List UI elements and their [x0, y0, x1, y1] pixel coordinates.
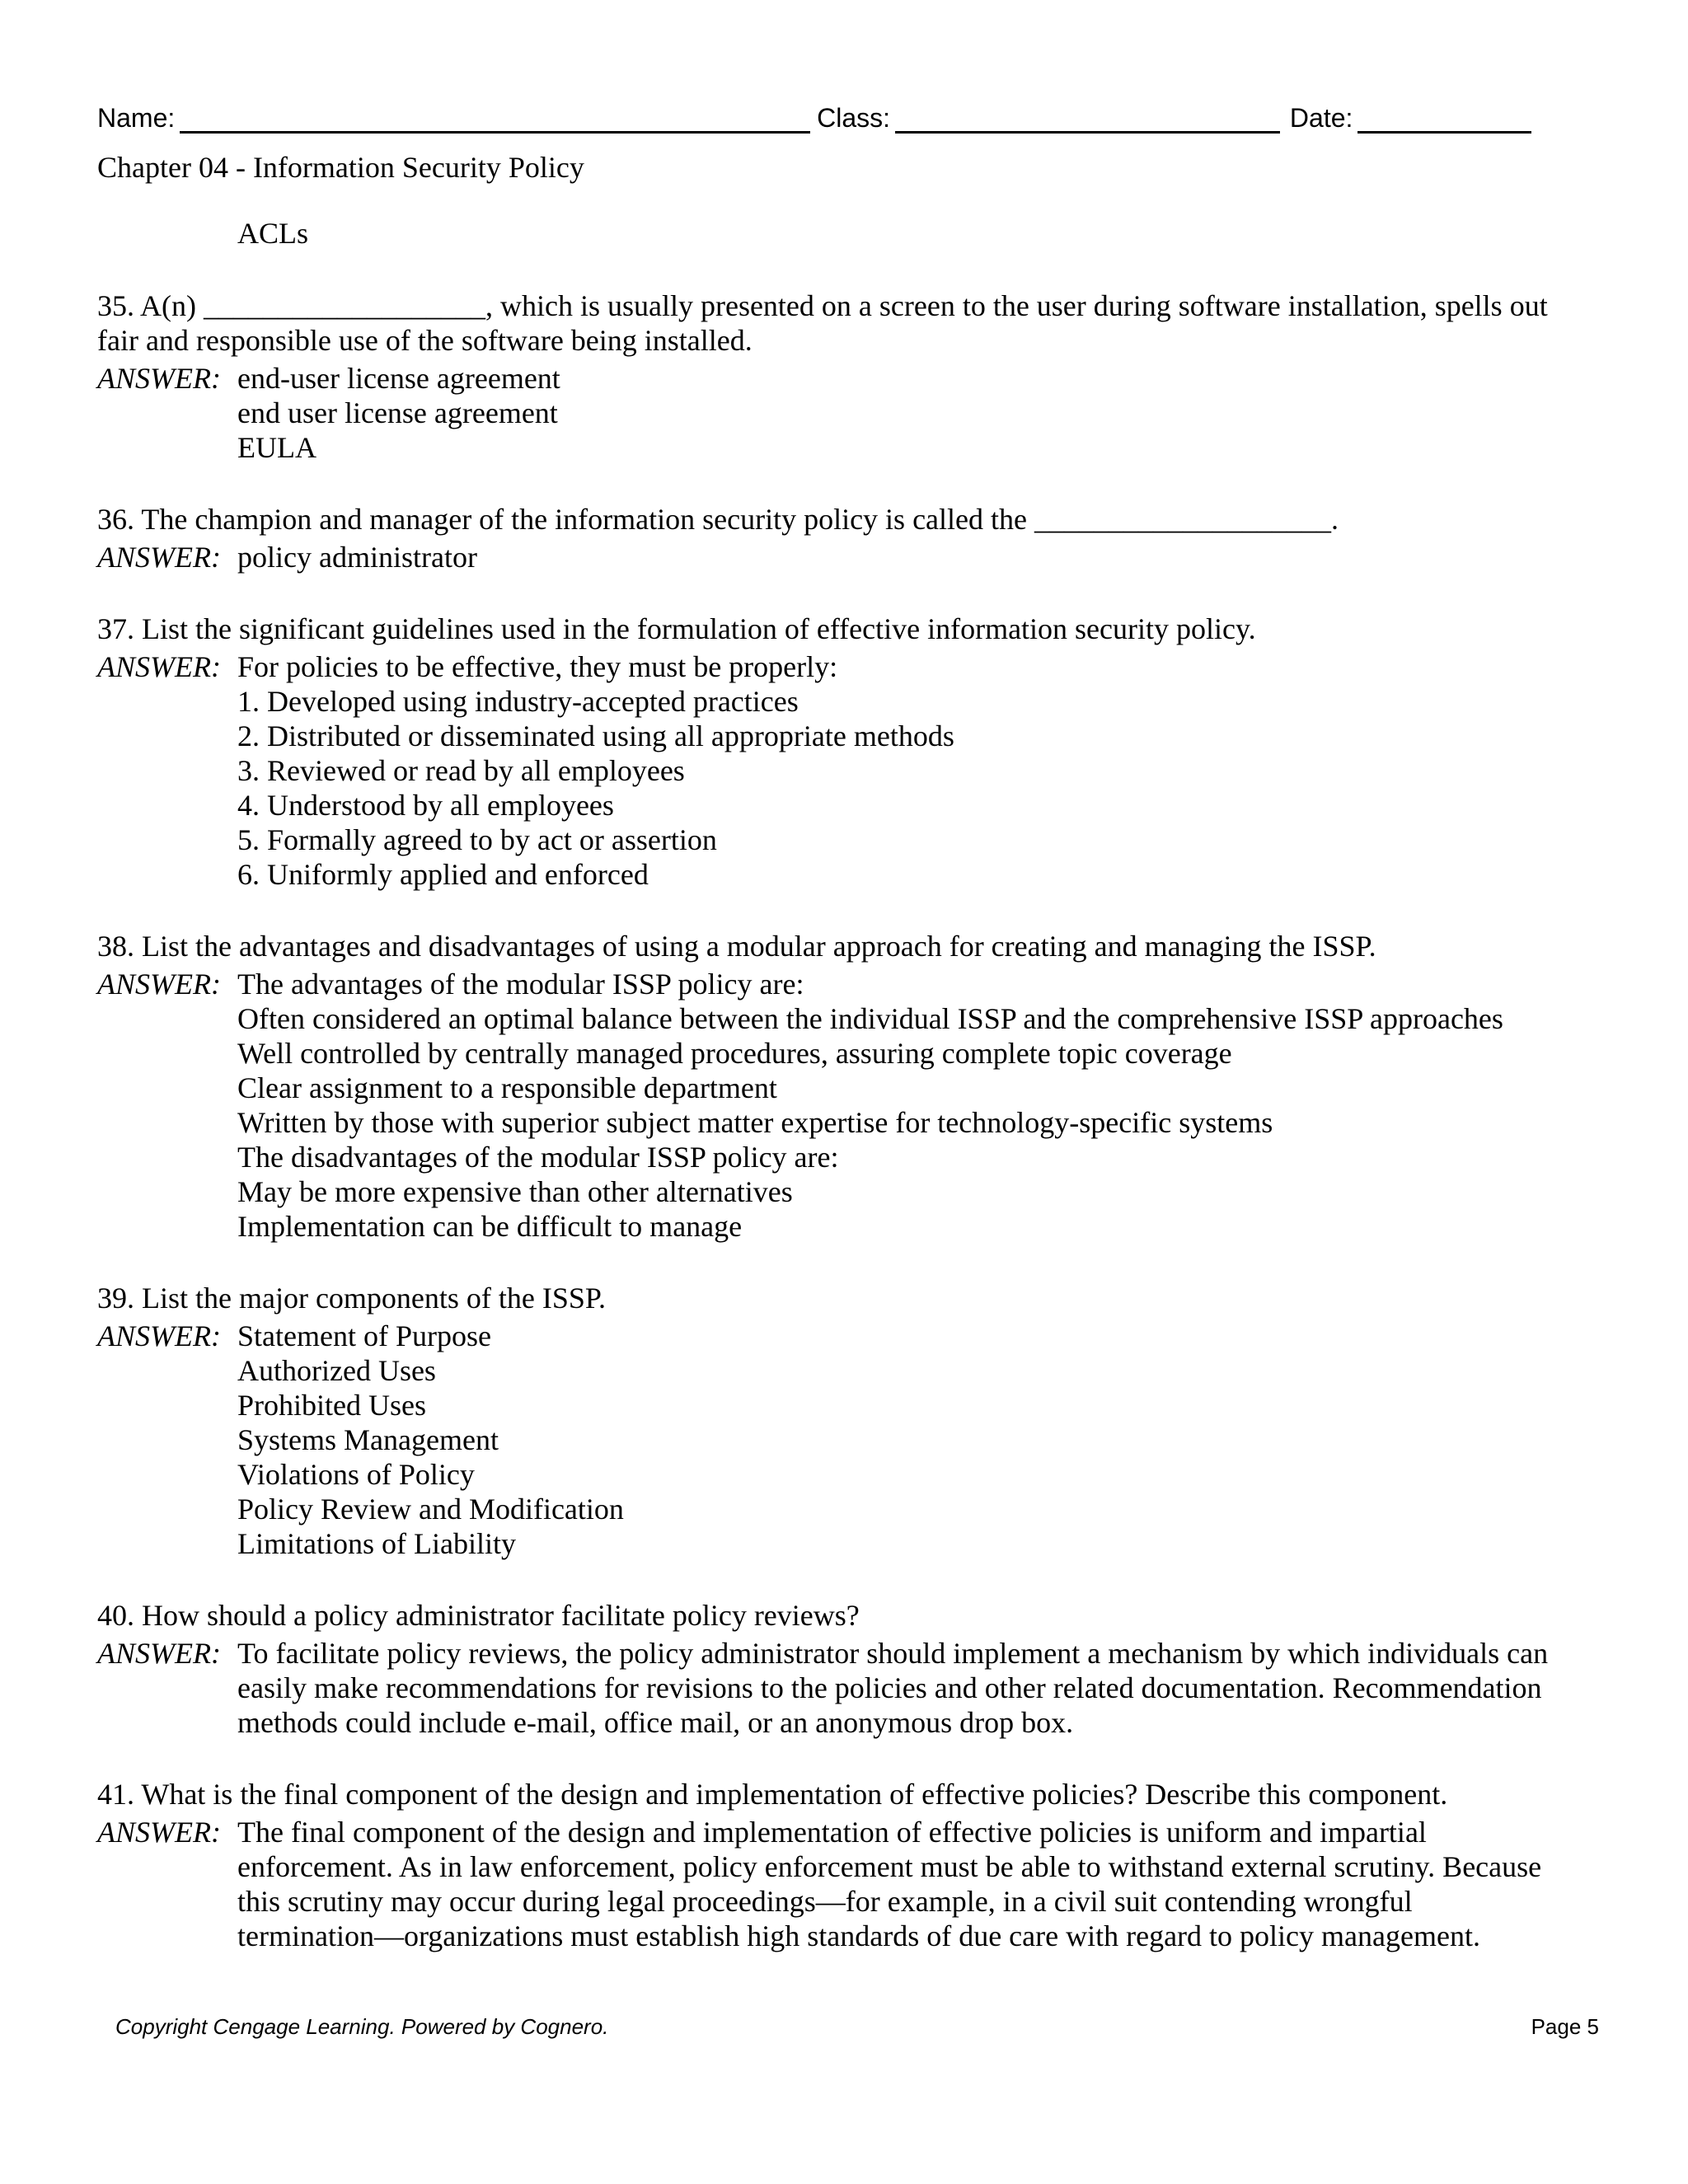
- date-blank-line: [1357, 105, 1531, 134]
- answer-line: 2. Distributed or disseminated using all appropriate methods: [237, 719, 954, 752]
- answer-line: 3. Reviewed or read by all employees: [237, 754, 685, 787]
- answer-line: The final component of the design and implementation of effective policies is uniform and impartial: [237, 1816, 1427, 1849]
- answer-label: ANSWER:: [97, 1637, 221, 1670]
- question-text: 38. List the advantages and disadvantages of using a modular approach for creating and managing the ISSP.: [97, 930, 1376, 963]
- answer-line: methods could include e-mail, office mail, or an anonymous drop box.: [237, 1706, 1074, 1739]
- answer-row: [97, 649, 1581, 892]
- answer-line: policy administrator: [237, 541, 477, 574]
- answer-line: Systems Management: [237, 1423, 499, 1456]
- answer-row: [97, 361, 1581, 465]
- question-text: 41. What is the final component of the design and implementation of effective policies? Describe this component.: [97, 1778, 1448, 1811]
- date-label: Date:: [1289, 103, 1353, 133]
- answer-body: [237, 1319, 1581, 1561]
- class-label: Class:: [817, 103, 891, 133]
- answer-body: [237, 1815, 1581, 1953]
- answer-row: [97, 540, 1581, 574]
- question-text: 39. List the major components of the ISSP.: [97, 1282, 606, 1315]
- question-text: 35. A(n) ___________________, which is usually presented on a screen to the user during software installation, spells out fair and responsible use of the software being installed.: [97, 289, 1548, 357]
- question-block: [97, 502, 1581, 574]
- name-label: Name:: [97, 103, 176, 133]
- answer-body: [237, 540, 1581, 574]
- answer-line: easily make recommendations for revisions to the policies and other related documentation. Recommendation: [237, 1671, 1542, 1704]
- class-blank-line: [895, 105, 1280, 134]
- topic-tag: ACLs: [237, 217, 309, 250]
- answer-line: Limitations of Liability: [237, 1527, 516, 1560]
- answer-line: end user license agreement: [237, 396, 558, 429]
- question-block: [97, 612, 1581, 892]
- answer-line: Written by those with superior subject matter expertise for technology-specific systems: [237, 1106, 1273, 1139]
- answer-label: ANSWER:: [97, 968, 221, 1001]
- question-text: 40. How should a policy administrator facilitate policy reviews?: [97, 1599, 860, 1632]
- answer-line: Often considered an optimal balance between the individual ISSP and the comprehensive ISSP approaches: [237, 1002, 1503, 1035]
- answer-row: [97, 1319, 1581, 1561]
- copyright-notice: Copyright Cengage Learning. Powered by Cognero.: [115, 2014, 609, 2039]
- answer-row: [97, 1636, 1581, 1740]
- answer-line: end-user license agreement: [237, 362, 560, 395]
- answer-body: [237, 967, 1581, 1244]
- name-blank-line: [180, 105, 810, 134]
- question-block: [97, 288, 1581, 465]
- question-block: [97, 1598, 1581, 1740]
- question-text: 37. List the significant guidelines used in the formulation of effective information security policy.: [97, 612, 1256, 645]
- answer-label: ANSWER:: [97, 1816, 221, 1849]
- chapter-title: Chapter 04 - Information Security Policy: [97, 151, 584, 184]
- worksheet-header: [97, 97, 1531, 134]
- answer-label: ANSWER:: [97, 650, 221, 683]
- answer-line: To facilitate policy reviews, the policy administrator should implement a mechanism by which individuals can: [237, 1637, 1549, 1670]
- question-text: 36. The champion and manager of the information security policy is called the ____________________.: [97, 503, 1339, 536]
- answer-label: ANSWER:: [97, 362, 221, 395]
- question-block: [97, 929, 1581, 1244]
- question-list: [97, 288, 1581, 1990]
- page-number: Page 5: [1531, 2014, 1599, 2039]
- answer-line: Well controlled by centrally managed procedures, assuring complete topic coverage: [237, 1037, 1232, 1070]
- answer-line: 5. Formally agreed to by act or assertion: [237, 823, 717, 856]
- answer-body: [237, 361, 1581, 465]
- answer-line: May be more expensive than other alternatives: [237, 1175, 793, 1208]
- answer-line: termination—organizations must establish high standards of due care with regard to policy management.: [237, 1919, 1480, 1952]
- answer-label: ANSWER:: [97, 541, 221, 574]
- answer-row: [97, 1815, 1581, 1953]
- answer-line: EULA: [237, 431, 316, 464]
- answer-line: 6. Uniformly applied and enforced: [237, 858, 649, 891]
- answer-line: 1. Developed using industry-accepted practices: [237, 685, 799, 718]
- question-block: [97, 1281, 1581, 1561]
- answer-line: Implementation can be difficult to manage: [237, 1210, 743, 1243]
- answer-line: For policies to be effective, they must be properly:: [237, 650, 838, 683]
- question-block: [97, 1777, 1581, 1953]
- answer-line: The disadvantages of the modular ISSP policy are:: [237, 1141, 839, 1174]
- answer-line: The advantages of the modular ISSP policy are:: [237, 968, 804, 1001]
- answer-line: Statement of Purpose: [237, 1319, 491, 1352]
- answer-line: Policy Review and Modification: [237, 1493, 624, 1526]
- answer-body: [237, 649, 1581, 892]
- answer-line: Authorized Uses: [237, 1354, 436, 1387]
- answer-line: this scrutiny may occur during legal proceedings—for example, in a civil suit contending wrongful: [237, 1885, 1413, 1918]
- answer-line: Clear assignment to a responsible department: [237, 1071, 777, 1104]
- answer-line: Violations of Policy: [237, 1458, 475, 1491]
- answer-line: enforcement. As in law enforcement, policy enforcement must be able to withstand external scrutiny. Because: [237, 1850, 1542, 1883]
- answer-line: 4. Understood by all employees: [237, 789, 614, 822]
- answer-label: ANSWER:: [97, 1319, 221, 1352]
- answer-row: [97, 967, 1581, 1244]
- answer-body: [237, 1636, 1581, 1740]
- answer-line: Prohibited Uses: [237, 1389, 426, 1422]
